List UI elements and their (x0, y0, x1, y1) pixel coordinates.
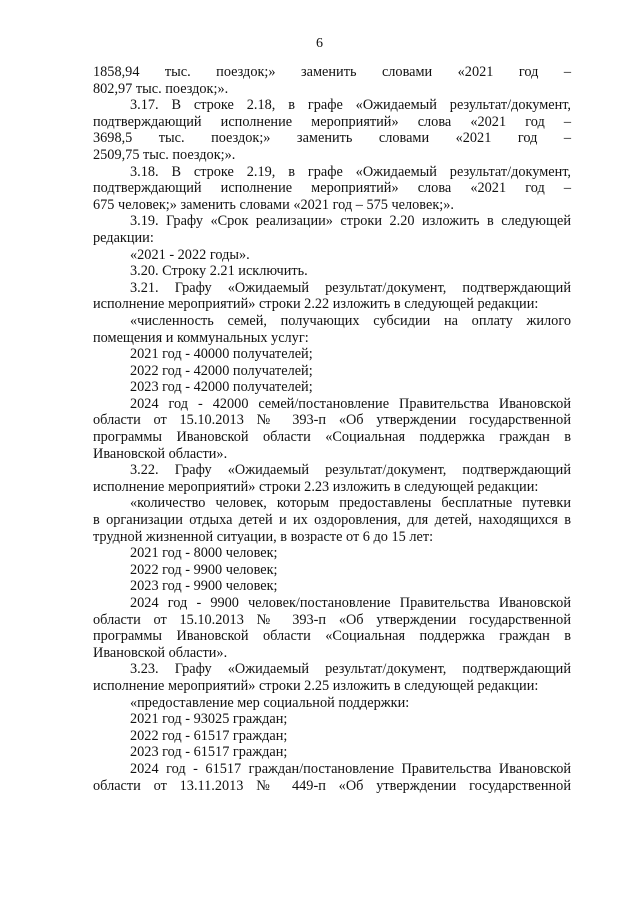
text-line: 2023 год - 61517 граждан; (130, 744, 288, 761)
paragraph (93, 396, 571, 462)
paragraph-quote (93, 313, 571, 346)
paragraph-3-23 (93, 661, 571, 694)
text-line: программы Ивановской области «Социальная поддержка граждан в (93, 429, 571, 446)
text-line: 802,97 тыс. поездок;». (93, 80, 229, 97)
text-line: 2024 год - 9900 человек/постановление Правительства Ивановской (130, 595, 571, 611)
text-line: исполнение мероприятий» строки 2.25 изложить в следующей редакции: (93, 677, 539, 694)
text-line: 2022 год - 42000 получателей; (130, 362, 313, 379)
document-body (93, 64, 571, 794)
text-line: 3698,5 тыс. поездок;» заменить словами «2021 год – (93, 130, 571, 147)
text-line: 2022 год - 61517 граждан; (130, 727, 288, 744)
text-line: 2023 год - 42000 получателей; (130, 379, 313, 396)
text-line: «предоставление мер социальной поддержки: (130, 694, 410, 711)
paragraph-quote (93, 247, 571, 264)
text-line: 2024 год - 42000 семей/постановление Правительства Ивановской (130, 395, 571, 412)
text-line: трудной жизненной ситуации, в возрасте от 6 до 15 лет: (93, 528, 434, 545)
text-line: области от 15.10.2013 № 393-п «Об утверждении государственной (93, 412, 571, 429)
text-line: 3.17. В строке 2.18, в графе «Ожидаемый результат/документ, (130, 97, 571, 114)
list-item (93, 363, 571, 380)
paragraph-3-17 (93, 97, 571, 163)
text-line: подтверждающий исполнение мероприятий» слова «2021 год – (93, 180, 571, 197)
text-line: в организации отдыха детей и их оздоровления, для детей, находящихся в (93, 512, 571, 529)
text-line: 3.18. В строке 2.19, в графе «Ожидаемый результат/документ, (130, 163, 571, 180)
page-number: 6 (316, 36, 323, 51)
text-line: подтверждающий исполнение мероприятий» слова «2021 год – (93, 113, 571, 130)
list-item (93, 711, 571, 728)
text-line: 2021 год - 40000 получателей; (130, 346, 313, 363)
paragraph-quote (93, 495, 571, 545)
text-line: 3.19. Графу «Срок реализации» строки 2.20 изложить в следующей (130, 213, 571, 230)
text-line: 2022 год - 9900 человек; (130, 561, 278, 578)
text-line: 2509,75 тыс. поездок;». (93, 146, 236, 163)
text-line: 3.20. Строку 2.21 исключить. (130, 263, 308, 280)
text-line: области от 13.11.2013 № 449-п «Об утверждении государственной (93, 777, 571, 794)
text-line: исполнение мероприятий» строки 2.23 изложить в следующей редакции: (93, 478, 539, 495)
text-line: 3.21. Графу «Ожидаемый результат/документ, подтверждающий (130, 279, 571, 296)
text-line: 3.22. Графу «Ожидаемый результат/документ, подтверждающий (130, 462, 571, 479)
text-line: Ивановской области». (93, 445, 228, 462)
list-item (93, 744, 571, 761)
text-line: «количество человек, которым предоставлены бесплатные путевки (130, 495, 571, 512)
text-line: 1858,94 тыс. поездок;» заменить словами «2021 год – (93, 64, 571, 80)
text-line: 2023 год - 9900 человек; (130, 578, 278, 595)
paragraph (93, 761, 571, 794)
text-line: «численность семей, получающих субсидии на оплату жилого (130, 312, 571, 329)
paragraph-3-19 (93, 213, 571, 246)
text-line: редакции: (93, 229, 154, 246)
text-line: 2024 год - 61517 граждан/постановление Правительства Ивановской (130, 760, 571, 777)
text-line: Ивановской области». (93, 644, 228, 661)
list-item (93, 346, 571, 363)
list-item (93, 578, 571, 595)
paragraph-quote (93, 695, 571, 712)
text-line: «2021 - 2022 годы». (130, 246, 250, 263)
text-line: программы Ивановской области «Социальная поддержка граждан в (93, 628, 571, 645)
text-line: 2021 год - 8000 человек; (130, 545, 278, 562)
list-item (93, 545, 571, 562)
text-line: исполнение мероприятий» строки 2.22 изложить в следующей редакции: (93, 296, 539, 313)
list-item (93, 562, 571, 579)
paragraph-3-22 (93, 462, 571, 495)
text-line: помещения и коммунальных услуг: (93, 329, 309, 346)
paragraph (93, 64, 571, 97)
text-line: области от 15.10.2013 № 393-п «Об утверждении государственной (93, 611, 571, 628)
list-item (93, 379, 571, 396)
paragraph-3-20 (93, 263, 571, 280)
text-line: 2021 год - 93025 граждан; (130, 711, 288, 728)
text-line: 3.23. Графу «Ожидаемый результат/документ, подтверждающий (130, 661, 571, 678)
text-line: 675 человек;» заменить словами «2021 год – 575 человек;». (93, 196, 454, 213)
paragraph (93, 595, 571, 661)
list-item (93, 728, 571, 745)
paragraph-3-21 (93, 280, 571, 313)
paragraph-3-18 (93, 164, 571, 214)
